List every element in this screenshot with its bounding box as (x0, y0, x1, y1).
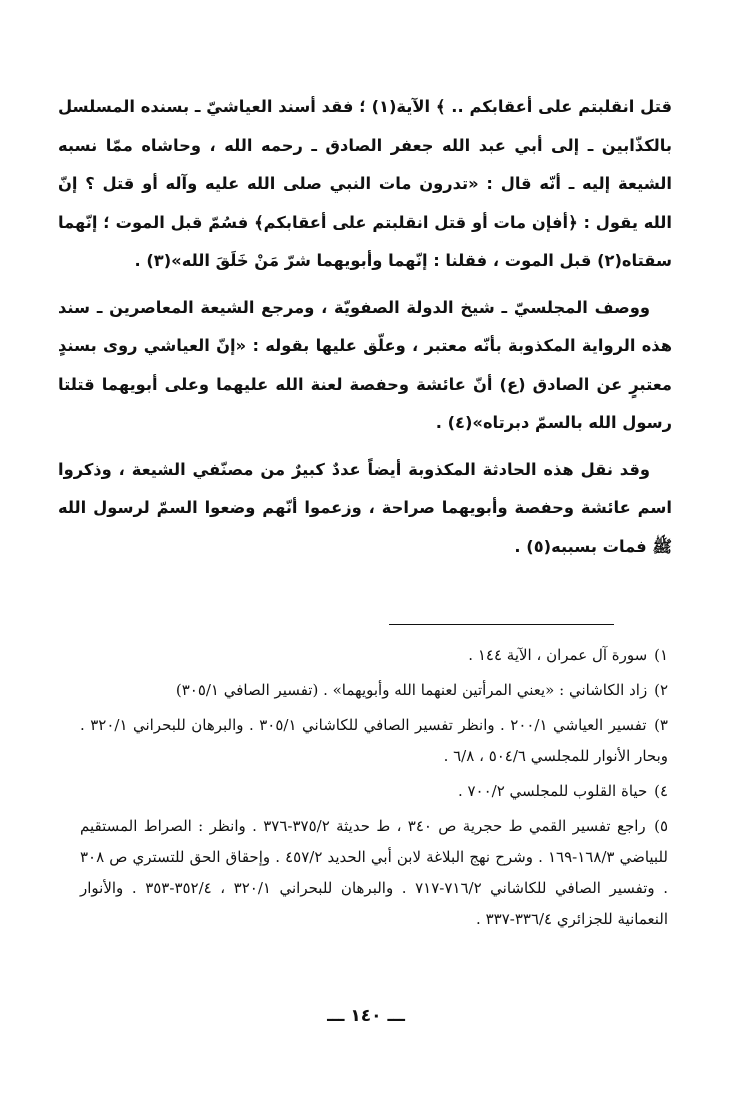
footnotes (80, 640, 668, 939)
footnote-separator (389, 624, 614, 625)
footnote-number: ٣) (654, 716, 668, 734)
body-paragraph-1: قتل انقلبتم على أعقابكم .. ﴾ الآية(١) ؛ فقد أسند العياشيّ ـ بسنده المسلسل بالكذّابين ـ إلى أبي عبد الله جعفر الصادق ـ رحمه الله ، وحاشاه ممّا نسبه الشيعة إليه ـ أنّه قال : «تدرون مات النبي صلى الله عليه وآله أو قتل ؟ إنّ الله يقول : ﴿أفإن مات أو قتل انقلبتم على أعقابكم﴾ فسُمّ قبل الموت ؛ إنّهما سقتاه(٢) قبل الموت ، فقلنا : إنّهما وأبويهما شرّ مَنْ خَلَقَ الله»(٣) . (58, 97, 672, 270)
body-paragraph-3-text: وقد نقل هذه الحادثة المكذوبة أيضاً عددٌ كبيرٌ من مصنّفي الشيعة ، وذكروا اسم عائشة وحفصة وأبويهما صراحة ، وزعموا أنّهم وضعوا السمّ لرسول الله ﷺ فمات بسببه(٥) . (58, 459, 672, 556)
body-paragraph-2 (58, 289, 672, 443)
footnote-5 (80, 811, 668, 935)
footnote-text: حياة القلوب للمجلسي ٧٠٠/٢ . (457, 782, 648, 800)
footnote-2 (80, 675, 668, 706)
footnote-number: ٢) (654, 681, 668, 699)
footnote-text: تفسير العياشي ٢٠٠/١ . وانظر تفسير الصافي للكاشاني ٣٠٥/١ . والبرهان للبحراني ٣٢٠/١ . وبحار الأنوار للمجلسي ٥٠٤/٦ ، ٦/٨ . (80, 716, 668, 765)
footnote-number: ٤) (654, 782, 668, 800)
footnote-number: ٥) (654, 817, 668, 835)
main-body-text (58, 88, 672, 574)
footnote-number: ١) (654, 646, 668, 664)
footnote-text: سورة آل عمران ، الآية ١٤٤ . (468, 646, 648, 664)
body-paragraph-3 (58, 451, 672, 567)
body-paragraph-2-text: ووصف المجلسيّ ـ شيخ الدولة الصفويّة ، ومرجع الشيعة المعاصرين ـ سند هذه الرواية المكذوبة بأنّه معتبر ، وعلّق عليها بقوله : «إنّ العياشي روى بسندٍ معتبرٍ عن الصادق (ع) أنّ عائشة وحفصة لعنة الله عليهما وعلى أبويهما قتلتا رسول الله بالسمّ دبرتاه»(٤) . (58, 297, 672, 432)
footnote-4 (80, 776, 668, 807)
footnote-text: راجع تفسير القمي ط حجرية ص ٣٤٠ ، ط حديثة ٣٧٥/٢-٣٧٦ . وانظر : الصراط المستقيم للبياضي ١٦٨/٣-١٦٩ . وشرح نهج البلاغة لابن أبي الحديد ٤٥٧/٢ . وإحقاق الحق للتستري ص ٣٠٨ . وتفسير الصافي للكاشاني ٧١٦/٢-٧١٧ . والبرهان للبحراني ٣٢٠/١ ، ٣٥٢/٤-٣٥٣ . والأنوار النعمانية للجزائري ٣٣٦/٤-٣٣٧ . (80, 817, 668, 928)
footnote-1 (80, 640, 668, 671)
page-number: ـــ ١٤٠ ـــ (327, 1006, 405, 1026)
footnote-3 (80, 710, 668, 772)
footnote-text: زاد الكاشاني : «يعني المرأتين لعنهما الله وأبويهما» . (تفسير الصافي ٣٠٥/١) (175, 681, 648, 699)
